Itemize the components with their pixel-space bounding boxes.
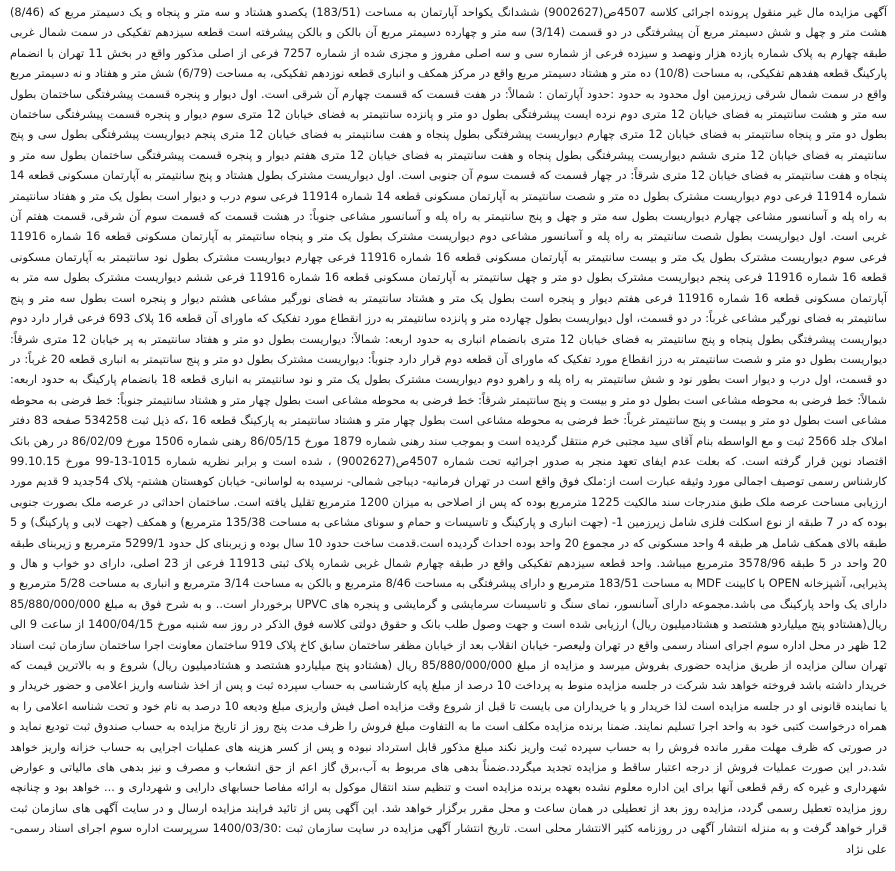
auction-notice-body: آگهی مزایده مال غیر منقول پرونده اجرائی کلاسه 4507ص(9002627) ششدانگ یکواحد آپارتمان به مساحت (183/51) یکصدو هشتاد و سه متر و پنجاه و یک دسیمتر مربع که (8/46) هشت متر و چهل و شش دسیمتر مربع آن پیشرفتگی در دو قسمت (3/14) سه متر و چهارده دسیمتر مربع آن بالکن و بالکن پیشرفته است قطعه سیزدهم تفکیکی در سمت شمال غربی طبقه چهارم به پلاک شماره یازده هزار ونهصد و سیزده فرعی از شماره سی و سه اصلی مفروز و مجزی شده از شماره 7257 فرعی از اصلی مذکور واقع در بخش 11 تهران با انضمام پارکینگ قطعه هفدهم تفکیکی، به مساحت (10/8) ده متر و هشتاد دسیمتر مربع واقع در مرکز همکف و انباری قطعه نوزدهم تفکیکی، به مساحت (6/79) شش متر و هفتاد و نه دسیمتر مربع واقع در سمت شمال شرقی زیرزمین اول محدود به حدود :حدود آپارتمان : شمالاً: در هفت قسمت که قسمت چهارم آن شرقی است. اول دیوار و پنجره قسمت پیشرفتگی ساختمان بطول سه متر و هشت سانتیمتر به فضای خیابان 12 متری دوم نرده ایست پیشرفتگی بطول دو متر و پانزده سانتیمتر به فضای خیابان 12 متری سوم دیوار و پنجره قسمت پیشرفتگی ساختمان بطول دو متر و پنجاه سانتیمتر به فضای خیابان 12 متری چهارم دیواریست پیشرفتگی بطول پنجاه و هفت سانتیمتر به فضای خیابان 12 متری پنجم دیواریست پیشرفتگی بطول سی و پنج سانتیمتر به فضای خیابان 12 متری ششم دیواریست پیشرفتگی بطول پنجاه و هفت سانتیمتر به فضای خیابان 12 متری هفتم دیوار و پنجره قسمت پیشرفتگی ساختمان بطول سه متر و پنجاه و هفت سانتیمتر به فضای خیابان 12 متری شرقاً: در چهار قسمت که قسمت سوم آن جنوبی است. اول دیواریست مشترک بطول هشتاد و پنج سانتیمتر به آپارتمان مسکونی قطعه 14 شماره 11914 فرعی دوم دیواریست مشترک بطول ده متر و شصت سانتیمتر به آپارتمان مسکونی قطعه 14 شماره 11914 فرعی سوم درب و دیوار است بطول یک متر و هفتاد سانتیمتر به راه پله و آسانسور مشاعی چهارم دیواریست بطول سه متر و چهل و پنج سانتیمتر به راه پله و آسانسور مشاعی جنوباً: در هشت قسمت که قسمت سوم آن شرقی، قسمت هفتم آن غربی است. اول دیواریست بطول شصت سانتیمتر به راه پله و آسانسور مشاعی دوم دیواریست مشترک بطول یک متر و پنجاه سانتیمتر به آپارتمان مسکونی قطعه 16 شماره 11916 فرعی سوم دیواریست مشترک بطول یک متر و بیست سانتیمتر به آپارتمان مسکونی قطعه 16 شماره 11916 فرعی چهارم دیواریست مشترک بطول نود سانتیمتر به آپارتمان مسکونی قطعه 16 شماره 11916 فرعی پنجم دیواریست مشترک بطول دو متر و چهل سانتیمتر به آپارتمان مسکونی قطعه 16 شماره 11916 فرعی ششم دیواریست مشترک بطول سه متر به آپارتمان مسکونی قطعه 16 شماره 11916 فرعی هفتم دیوار و پنجره است بطول یک متر و هشتاد سانتیمتر به فضای نورگیر مشاعی هشتم دیوار و پنجره است بطول سه متر و پنج سانتیمتر به فضای نورگیر مشاعی غرباً: در دو قسمت، اول دیواریست بطول چهارده متر و پانزده سانتیمتر به درز انقطاع مورد تفکیک که ماورای آن قطعه 16 پلاک 693 فرعی قرار دارد دوم دیواریست پیشرفتگی بطول پنجاه و پنج سانتیمتر به فضای خیابان 12 متری بانضمام انباری به حدود اربعه: شمالاً: دیواریست بطول دو متر و هفتاد سانتیمتر به پر خیابان 12 متری شرقاً: دیواریست بطول دو متر و شصت سانتیمتر به درز انقطاع مورد تفکیک که ماورای آن قطعه دوم قرار دارد جنوباً: دیواریست مشترک بطول دو متر و پنج سانتیمتر به انباری قطعه 20 غرباً: در دو قسمت، اول درب و دیوار است بطور نود و شش سانتیمتر به راه پله و راهرو دوم دیواریست مشترک بطول یک متر و نود سانتیمتر به انباری قطعه 18 بانضمام پارکینگ به حدود اربعه: شمالاً: خط فرضی به محوطه مشاعی است بطول دو متر و بیست و پنج سانتیمتر شرقاً: خط فرضی به محوطه مشاعی است بطول چهار متر و هشتاد سانتیمتر جنوباً: خط فرضی به محوطه مشاعی است بطول دو متر و بیست و پنج سانتیمتر غرباً: خط فرضی به محوطه مشاعی است بطول چهار متر و هشتاد سانتیمتر به پارکینگ قطعه 16 ،که ذیل ثبت 534258 صفحه 83 دفتر املاک جلد 2566 ثبت و مع الواسطه بنام آقای سید مجتبی خرم منتقل گردیده است و بموجب سند رهنی شماره 1879 مورخ 86/05/15 رهنی شماره 1506 مورخ 86/02/09 در رهن بانک اقتصاد نوین قرار گرفته است. که بعلت عدم ایفای تعهد منجر به صدور اجرائیه تحت شماره 4507ص(9002627) ، شده است و برابر نظریه شماره 1015-13-99 مورخ 99.10.15 کارشناس رسمی توصیف اجمالی مورد وثیقه عبارت است از:ملک فوق واقع است در تهران فرمانیه- دیباجی شمالی- نرسیده به لواسانی- خیابان کوهستان هشتم- پلاک 54جدید 9 قدیم مورد ارزیابی مساحت عرصه ملک طبق مندرجات سند مالکیت 1225 مترمربع بوده که پس از اصلاحی به میزان 1200 مترمربع تقلیل یافته است. ساختمان احداثی در عرصه ملک بصورت جنوبی بوده که در 7 طبقه از نوع اسکلت فلزی شامل زیرزمین 1- (جهت انباری و پارکینگ و تاسیسات و حمام و سونای مشاعی به مساحت 135/38 مترمربع) و همکف (جهت لابی و پارکینگ) و 5 طبقه بالای همکف شامل هر طبقه 4 واحد مسکونی که در مجموع 20 واحد بوده احداث گردیده است.قدمت ساخت حدود 10 سال بوده و زیربنای کل حدود 5299/1 مترمربع و زیربنای طبقه 20 واحد در 5 طبقه 3578/96 مترمربع میباشد. واحد قطعه سیزدهم تفکیکی واقع در طبقه چهارم شمال غربی شماره پلاک ثبتی 11913 فرعی از 23 اصلی، دارای دو خواب و هال و پذیرایی، آشپزخانه OPEN با کابینت MDF به مساحت 183/51 مترمربع و دارای پیشرفتگی به مساحت 8/46 مترمربع و بالکن به مساحت 3/14 مترمربع و انباری به مساحت 5/28 مترمربع و دارای یک واحد پارکینگ می باشد.مجموعه دارای آسانسور، نمای سنگ و تاسیسات سرمایشی و گرمایشی و پنجره های UPVC برخوردار است.. و به شرح فوق به مبلغ 85/880/000/000 ریال(هشتادو پنج میلیاردو هشتصد و هشتادمیلیون ریال) ارزیابی شده است و جهت وصول طلب بانک و حقوق دولتی کلاسه فوق الذکر در روز سه شنبه مورخ 1400/04/15 از ساعت 9 الی 12 ظهر در محل اداره سوم اجرای اسناد رسمی واقع در تهران ولیعصر- خیابان انقلاب بعد از خیابان مظفر ساختمان سابق کاخ پلاک 919 ساختمان معاونت اجرا ساختمان سازمان ثبت اسناد تهران سالن مزایده از طریق مزایده حضوری بفروش میرسد و مزایده از مبلغ 85/880/000/000 ریال (هشتادو پنج میلیاردو هشتصد و هشتادمیلیون ریال) شروع و به بالاترین قیمت که خریدار داشته باشد فروخته خواهد شد شرکت در جلسه مزایده منوط به پرداخت 10 درصد از مبلغ پایه کارشناسی به حساب سپرده ثبت و پس از اخذ شناسه واریز اعلامی و حضور خریدار و یا نماینده قانونی او در جلسه مزایده است لذا خریدار و یا خریداران می بایست تا قبل از شروع وقت مزایده اصل فیش واریزی مبلغ ودیعه 10 درصد به نام خود و تحت شناسه اعلامی را به همراه درخواست کتبی خود به واحد اجرا تسلیم نمایند. ضمنا برنده مزایده مکلف است ما به التفاوت مبلغ فروش را ظرف مدت پنج روز از تاریخ مزایده به حساب صندوق ثبت تودیع نماید و در صورتی که ظرف مهلت مقرر مانده فروش را به حساب سپرده ثبت واریز نکند مبلغ مذکور قابل استرداد نبوده و پس از کسر هزینه های عملیات اجرایی به حساب خزانه واریز خواهد شد.در این صورت عملیات فروش از درجه اعتبار ساقط و مزایده تجدید میگردد.ضمناً بدهی های مربوط به آب،برق گاز اعم از حق انشعاب و مصرف و نیز بدهی های مالیاتی و عوارض شهرداری و غیره که رقم قطعی آنها برای این اداره معلوم نشده بعهده برنده مزایده است و تنظیم سند انتقال موکول به ارائه مفاصا حسابهای دارایی و شهرداری و ... خواهد بود و چنانچه روز مزایده تعطیل رسمی گردد، مزایده روز بعد از تعطیلی در همان ساعت و محل مقرر برگزار خواهد شد. این آگهی پس از تائید فرایند مزایده ارسال و در سایت آگهی های سازمان ثبت قرار خواهد گرفت و به منزله انتشار آگهی در روزنامه کثیر الانتشار محلی است. تاریخ انتشار آگهی مزایده در سایت سازمان ثبت :1400/03/30 سرپرست اداره سوم اجرای اسناد رسمی-علی نژاد (10, 6, 888, 856)
